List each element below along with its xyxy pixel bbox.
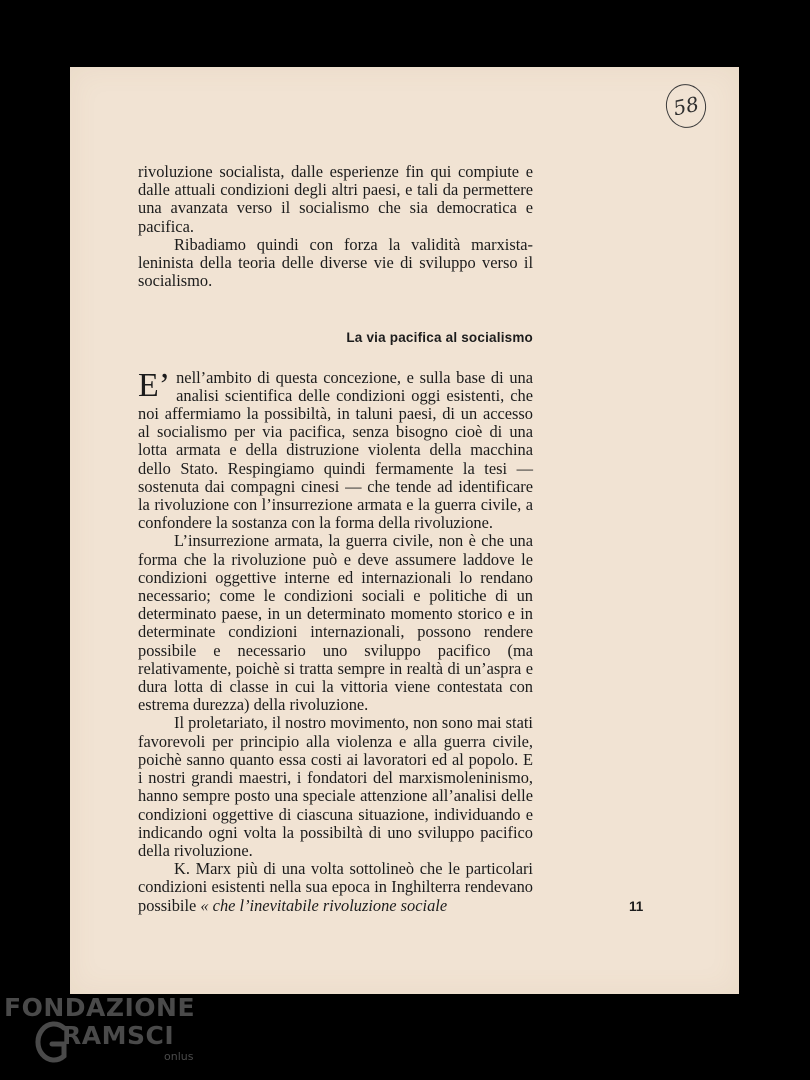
paragraph-6-quote: « che l’inevitabile rivoluzione sociale — [200, 895, 448, 915]
watermark-logo — [4, 993, 204, 1073]
paragraph-1: rivoluzione socialista, dalle esperienze fin qui compiute e dalle attuali condizioni degli altri paesi, e tali da permettere una avanzata verso il socialismo che sia democratica e pacifica. — [138, 162, 533, 236]
paragraph-3 — [138, 366, 533, 533]
paragraph-5: Il proletariato, il nostro movimento, non sono mai stati favorevoli per principio alla violenza e alla guerra civile, poichè sanno quanto essa costi ai lavoratori ed al popolo. E i nostri grandi maestri, i fondatori del marxismoleninismo, hanno sempre posto una speciale attenzione all’analisi delle condizioni oggettive di ciascuna situazione, individuando e indicando ogni volta la possibiltà di uno sviluppo pacifico della rivoluzione. — [138, 713, 533, 860]
paragraph-6-text: K. Marx più di una volta sottolineò che le particolari condizioni esistenti nella sua epoca in Inghilterra rendevano possibile — [138, 859, 533, 915]
page-number: 11 — [629, 899, 644, 914]
watermark-subtitle: onlus — [164, 1050, 194, 1063]
watermark-line-2: RAMSCI — [62, 1021, 175, 1050]
paragraph-3-text: nell’ambito di questa concezione, e sulla base di una analisi scientifica delle condizioni oggi esistenti, che noi affermiamo la possibiltà, in taluni paesi, di un accesso al socialismo per via pacifica, senza bisogno cioè di una lotta armata e della distruzione violenta della macchina dello Stato. Respingiamo quindi fermamente la tesi — sostenuta dai compagni cinesi — che tende ad identificare la rivoluzione con l’insurrezione armata e la guerra civile, a confondere la sostanza con la forma della rivoluzione. — [138, 367, 533, 533]
document-page — [70, 67, 739, 994]
paragraph-6 — [138, 860, 533, 915]
archive-number-stamp — [662, 80, 710, 131]
section-heading: La via pacifica al socialismo — [346, 330, 533, 346]
stamp-number: 58 — [671, 91, 701, 121]
paragraph-4: L’insurrezione armata, la guerra civile, non è che una forma che la rivoluzione può e deve assumere laddove le condizioni oggettive interne ed internazionali lo rendano necessario; come le condizioni sociali e politiche di un determinato paese, in un determinato momento storico e in determinate condizioni internazionali, possono rendere possibile e necessario uno sviluppo pacifico (ma relativamente, poichè si tratta sempre in realtà di un’aspra e dura lotta di classe in cui la vittoria viene contestata con estrema durezza) della rivoluzione. — [138, 531, 533, 715]
body-text — [138, 163, 533, 915]
paragraph-2: Ribadiamo quindi con forza la validità marxista-leninista della teoria delle diverse vie di sviluppo verso il socialismo. — [138, 234, 533, 291]
watermark-line-1: FONDAZIONE — [4, 993, 196, 1022]
drop-cap: E’ — [138, 366, 171, 404]
